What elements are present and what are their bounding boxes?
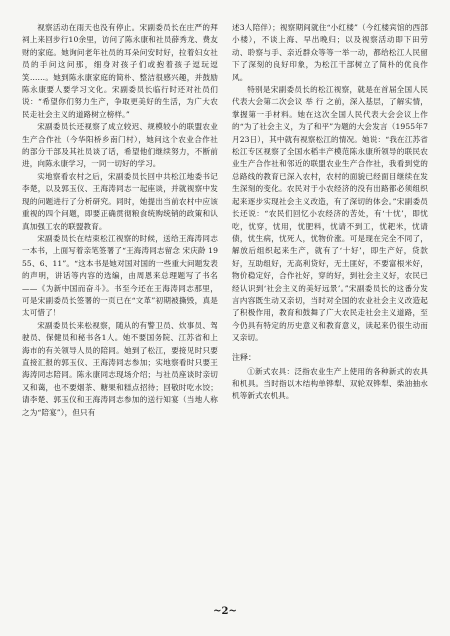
paragraph: 述3人陪伴）；视察期间就住“小红楼”（今红楼宾馆的西部小楼），不谈上海、早出晚归；以及视察活动即下田劳动、聆察与手、亲近群众等等一举一动，都给松江人民留下了深刻的良好印象，为松江干部树立了简朴的优良作风。 bbox=[232, 23, 428, 82]
document-page bbox=[22, 22, 428, 622]
paragraph: 宋副委员长还视察了成立较迟、规模较小的联盟农业生产合作社（今华阳桥乡南门村），她问这个农业合作社的部分干部及其社员谈了话，希望他们继续努力，不断前进，向陈永康学习，一同一切好的学习。 bbox=[22, 122, 218, 169]
left-column bbox=[22, 22, 218, 419]
notes-section bbox=[232, 351, 428, 403]
paragraph: 特别是宋副委员长的松江视察，就是在首届全国人民代表大会第二次会议 举 行 之前，深入基层，了解实情，掌握第一手材料。她在这次全国人民代表大会会议上作的“为了社会主义，为了和平”为题的大会发言（1955年7月23日），其中就有视察松江的情况。她说：“我在江苏省松江专区视察了全国水稻丰产模范陈永康所领导的联民农业生产合作社和邻近的联盟农业生产合作社，我看到党的总路线的教育已深入农村，农村的面貌已经面目继续在发生深刻的变化。农民对于小农经济的没有出路都必须组织起来逐步实现社会主义改造，有了深切的体会。”宋副委员长还说：“农民们回忆小农经济的苦处，有‘十忧’，即忧吃，忧穿，忧用，忧肥料，忧请不到工，忧耙米，忧请债，忧生病，忧死人，忧物价涨。可是现在完全不同了，解放后组织起来生产，就有了‘十好’，即生产好，贷款好，互助组好，无高利贷好，无土匪好，不要富根米好，物价稳定好，合作社好，穿的好，到社会主义好，农民已经认识到‘社会主义的美好远景’。”宋副委员长的这番分发言内容既生动又亲切，当时对全国的农业社会主义改造起了积极作用，教育和鼓舞了广大农民走社会主义道路，至今仍具有特定的历史意义和教育意义，读起来仍很生动而又亲切。 bbox=[232, 85, 428, 343]
right-column bbox=[232, 22, 428, 403]
notes-heading: 注释： bbox=[232, 352, 256, 362]
paragraph: 宋副委员长来松视察，随从的有警卫员、炊事员、驾驶员、保健员和秘书各1人。她不要国务院、江苏省和上海市的有关领导人员的陪同。她到了松江，要接见时只要直接汇报的郭玉仪、王海涛同志参加；实地察看时只要王海涛同志陪同。陈永康同志现场介绍；与社员座谈时亲切又和蔼，也不要烟茶、糖果和糕点招待；回敬时吃水饺；请李楚、郭玉仪和王海涛同志参加的送行知宴（当地人称之为“陪宴”），但只有 bbox=[22, 320, 218, 417]
paragraph: 视察活动在雨天也没有停止。宋副委员长在庄严的拜祠上来回步行10余里，访问了陈永康和社员薛秀龙、费友财的家庭。她询问老年社员的耳朵问安时好，拉着妇女社员的手问这问那，细身对孩子们或抱着孩子逗玩逗笑……。她到陈永康家庭的简朴、整洁很感兴趣，并鼓励陈永康要人要学习文化。宋副委员长临行时还对社员们说：“希望你们努力生产，争取更美好的生活，为广大农民走社会主义的道路树立榜样。” bbox=[22, 23, 218, 119]
paragraph: 实地察看农村之后，宋副委员长回中共松江地委书记李楚，以及郭玉仪、王海涛同志一起座谈，并就视察中发现的问题进行了分析研究。同时，她提出当前农村中应该重视的四个问题，即要正确贯彻粮食统购统销的政策和认真加强工农的联盟教育。 bbox=[22, 171, 218, 231]
page-number: ~2~ bbox=[213, 606, 237, 617]
note-item: ①新式农具：泛指农业生产上使用的各种新式的农具和机具。当时指以木结构单铧犁、双轮双铧犁、柴油抽水机等新式农机具。 bbox=[232, 366, 428, 401]
paragraph: 宋副委员长在结束松江视察的时候，送给王海涛同志一本书，上面写着亲笔签署了“王海涛同志留念 宋庆龄 1955、6、11”。“这本书是她对国对国的一些重大问题发表的声明，讲话等内容的选编，由周恩来总理题写了书名——《为新中国而奋斗》。书至今还在王海涛同志那里，可是宋副委员长签署的一页已在“文革”初期被撕毁，真是太可惜了！ bbox=[22, 233, 218, 318]
